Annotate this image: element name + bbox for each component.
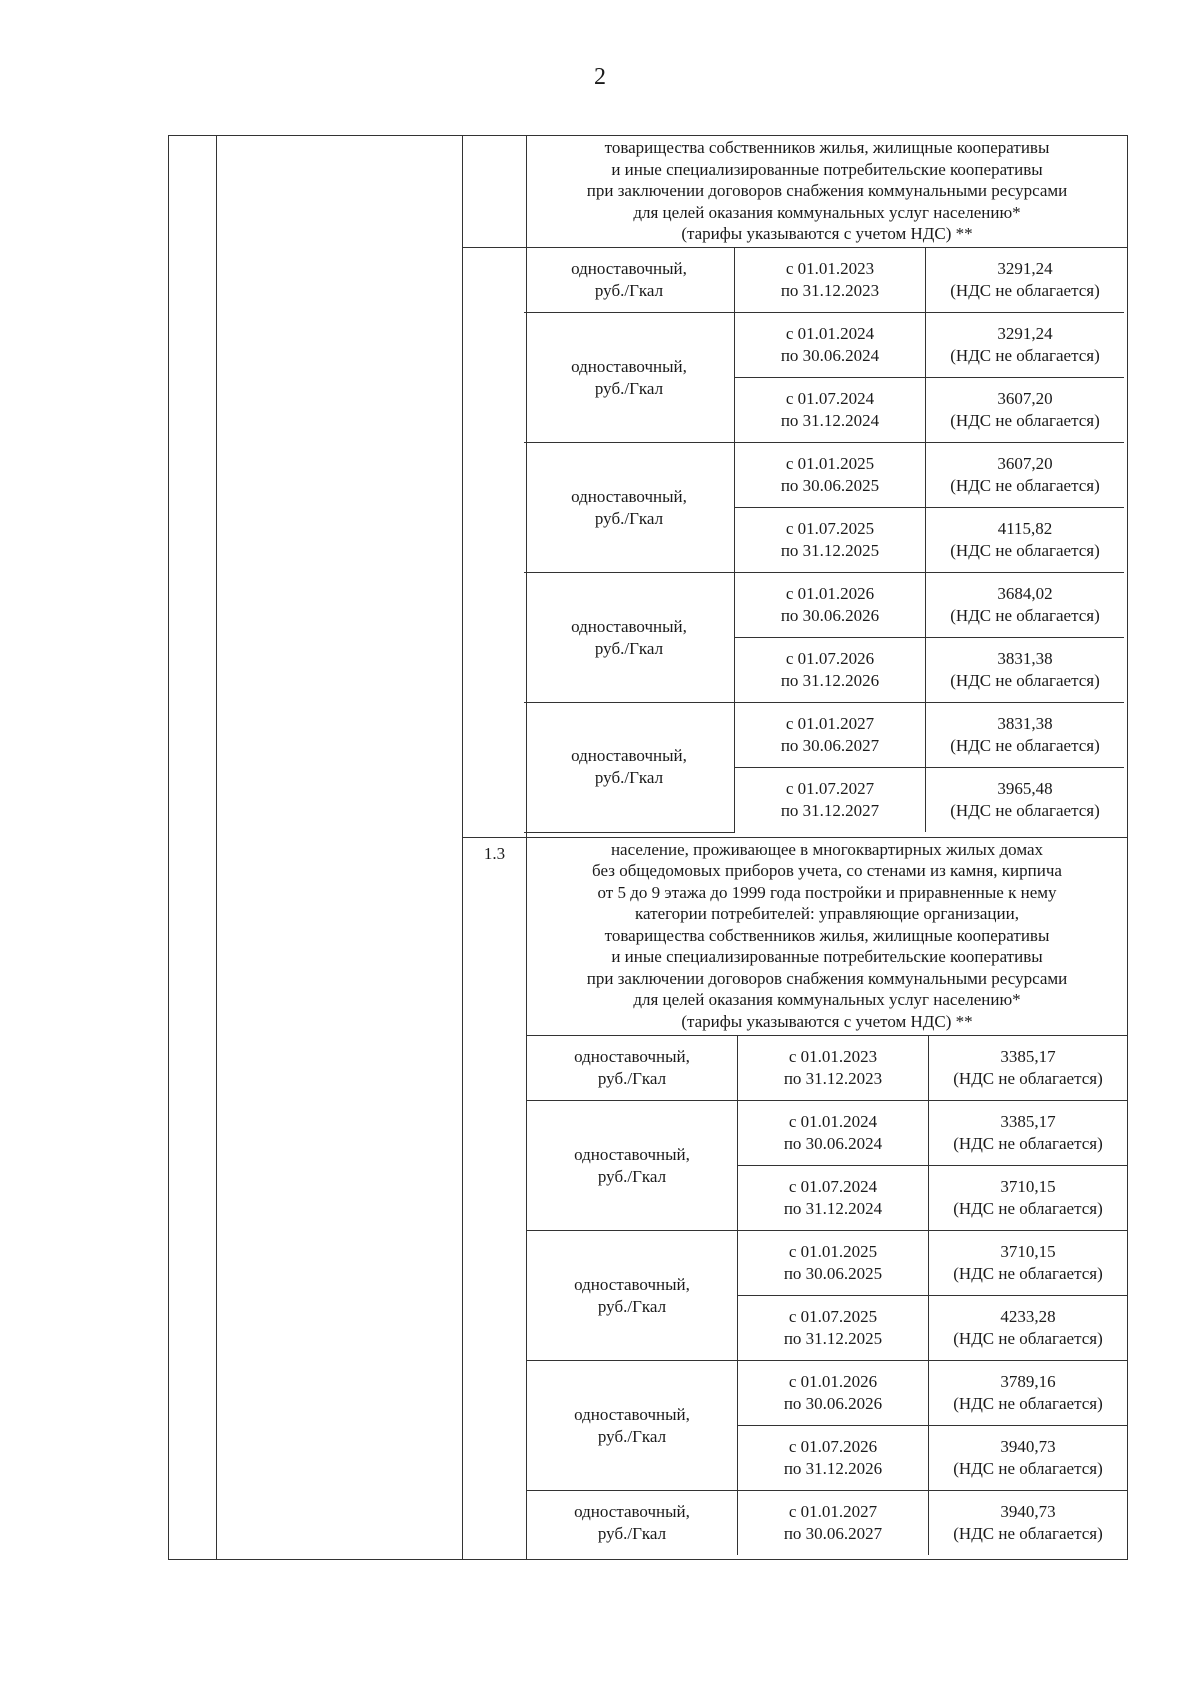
vat-note: (НДС не облагается) xyxy=(953,1394,1103,1414)
period-cell xyxy=(735,638,926,703)
tariff-type: одноставочный, xyxy=(574,1274,690,1294)
period-cell xyxy=(735,508,926,573)
period-to: по 30.06.2024 xyxy=(783,1134,883,1154)
tariff-periods-table xyxy=(527,1036,1127,1555)
period-cell xyxy=(735,378,926,443)
period-cell xyxy=(738,1426,929,1491)
tariff-value-cell xyxy=(929,1101,1128,1166)
tariff-value-cell xyxy=(929,1491,1128,1556)
description-line: и иные специализированные потребительские кооперативы xyxy=(611,159,1043,179)
period-to: по 31.12.2023 xyxy=(783,1069,883,1089)
tariff-type: руб./Гкал xyxy=(594,378,664,398)
description-line: население, проживающее в многоквартирных жилых домах xyxy=(610,839,1044,859)
tariff-period-row xyxy=(527,1491,1127,1556)
period-cell xyxy=(738,1296,929,1361)
vat-note: (НДС не облагается) xyxy=(950,281,1100,301)
tariff-value-cell xyxy=(926,703,1125,768)
description-line: и иные специализированные потребительские кооперативы xyxy=(611,947,1043,967)
description-line: без общедомовых приборов учета, со стенами из камня, кирпича xyxy=(592,861,1062,881)
tariff-value: 3385,17 xyxy=(1000,1047,1056,1067)
period-to: по 30.06.2025 xyxy=(783,1264,883,1284)
description-line: (тарифы указываются с учетом НДС) ** xyxy=(681,1011,973,1031)
vat-note: (НДС не облагается) xyxy=(950,346,1100,366)
tariff-value: 3291,24 xyxy=(997,324,1053,344)
tariff-type: одноставочный, xyxy=(571,486,687,506)
vat-note: (НДС не облагается) xyxy=(950,671,1100,691)
tariff-type: одноставочный, xyxy=(571,356,687,376)
description-line: товарищества собственников жилья, жилищные кооперативы xyxy=(604,925,1050,945)
tariff-value-cell xyxy=(926,378,1125,443)
tariff-value-cell xyxy=(926,768,1125,833)
tariff-value-cell xyxy=(929,1426,1128,1491)
period-cell xyxy=(735,443,926,508)
section-number: 1.3 xyxy=(463,837,527,1559)
vat-note: (НДС не облагается) xyxy=(950,541,1100,561)
tariff-type: руб./Гкал xyxy=(594,281,664,301)
tariff-type-cell xyxy=(524,248,735,313)
section-description xyxy=(527,837,1128,1036)
tariff-type: руб./Гкал xyxy=(597,1296,667,1316)
tariff-value-cell xyxy=(926,508,1125,573)
tariff-value: 3965,48 xyxy=(997,779,1053,799)
tariff-value: 3291,24 xyxy=(997,259,1053,279)
tariff-type: руб./Гкал xyxy=(597,1426,667,1446)
period-to: по 30.06.2026 xyxy=(783,1394,883,1414)
vat-note: (НДС не облагается) xyxy=(953,1199,1103,1219)
tariff-value: 4115,82 xyxy=(997,519,1053,539)
tariff-value: 3789,16 xyxy=(1000,1372,1056,1392)
period-from: с 01.01.2025 xyxy=(785,454,875,474)
tariff-value: 3710,15 xyxy=(1000,1242,1056,1262)
period-from: с 01.01.2026 xyxy=(785,584,875,604)
period-from: с 01.01.2027 xyxy=(788,1502,878,1522)
description-line: (тарифы указываются с учетом НДС) ** xyxy=(681,224,973,243)
tariff-table xyxy=(168,135,1128,1560)
description-line: для целей оказания коммунальных услуг населению* xyxy=(633,202,1021,222)
period-cell xyxy=(735,573,926,638)
description-line: товарищества собственников жилья, жилищные кооперативы xyxy=(604,138,1050,157)
tariff-type-cell xyxy=(527,1361,738,1491)
description-line: для целей оказания коммунальных услуг населению* xyxy=(633,990,1021,1010)
tariff-value-cell xyxy=(926,313,1125,378)
tariff-type-cell xyxy=(524,313,735,443)
period-to: по 31.12.2025 xyxy=(783,1329,883,1349)
period-from: с 01.01.2027 xyxy=(785,714,875,734)
tariff-value: 3385,17 xyxy=(1000,1112,1056,1132)
vat-note: (НДС не облагается) xyxy=(953,1524,1103,1544)
tariff-value-cell xyxy=(929,1361,1128,1426)
tariff-value-cell xyxy=(926,248,1125,313)
section-number xyxy=(463,136,527,248)
tariff-periods-table xyxy=(524,248,1124,833)
period-to: по 31.12.2025 xyxy=(780,541,880,561)
period-cell xyxy=(735,703,926,768)
period-cell xyxy=(738,1491,929,1556)
tariff-type: одноставочный, xyxy=(574,1144,690,1164)
tariff-period-row xyxy=(524,573,1124,638)
tariff-type: руб./Гкал xyxy=(594,508,664,528)
tariff-type: одноставочный, xyxy=(574,1404,690,1424)
tariff-value: 3684,02 xyxy=(997,584,1053,604)
period-to: по 31.12.2027 xyxy=(780,801,880,821)
tariff-value: 3831,38 xyxy=(997,714,1053,734)
vat-note: (НДС не облагается) xyxy=(950,411,1100,431)
tariff-type: одноставочный, xyxy=(571,259,687,279)
tariff-value: 4233,28 xyxy=(1000,1307,1056,1327)
tariff-period-row xyxy=(524,703,1124,768)
period-to: по 30.06.2024 xyxy=(780,346,880,366)
tariff-value-cell xyxy=(929,1231,1128,1296)
tariff-type: одноставочный, xyxy=(574,1047,690,1067)
period-to: по 30.06.2027 xyxy=(783,1524,883,1544)
period-from: с 01.01.2023 xyxy=(788,1047,878,1067)
period-to: по 30.06.2025 xyxy=(780,476,880,496)
period-from: с 01.07.2025 xyxy=(785,519,875,539)
period-to: по 31.12.2026 xyxy=(780,671,880,691)
vat-note: (НДС не облагается) xyxy=(950,606,1100,626)
description-line: при заключении договоров снабжения коммунальными ресурсами xyxy=(586,181,1068,200)
column-1-cell xyxy=(169,136,217,1560)
period-cell xyxy=(738,1036,929,1101)
tariff-type-cell xyxy=(527,1231,738,1361)
period-from: с 01.01.2024 xyxy=(785,324,875,344)
vat-note: (НДС не облагается) xyxy=(953,1459,1103,1479)
period-from: с 01.07.2024 xyxy=(785,389,875,409)
tariff-period-row xyxy=(527,1036,1127,1101)
period-from: с 01.07.2026 xyxy=(788,1437,878,1457)
tariff-value: 3940,73 xyxy=(1000,1502,1056,1522)
tariff-type-cell xyxy=(527,1491,738,1556)
description-line: от 5 до 9 этажа до 1999 года постройки и приравненные к нему xyxy=(597,882,1057,902)
tariff-type: руб./Гкал xyxy=(594,768,664,788)
tariff-period-row xyxy=(524,443,1124,508)
tariff-value: 3831,38 xyxy=(997,649,1053,669)
tariff-type-cell xyxy=(524,443,735,573)
vat-note: (НДС не облагается) xyxy=(953,1264,1103,1284)
period-cell xyxy=(735,768,926,833)
vat-note: (НДС не облагается) xyxy=(953,1329,1103,1349)
description-line: при заключении договоров снабжения коммунальными ресурсами xyxy=(586,968,1068,988)
tariff-type-cell xyxy=(527,1036,738,1101)
tariff-period-row xyxy=(527,1231,1127,1296)
period-to: по 30.06.2027 xyxy=(780,736,880,756)
period-from: с 01.07.2027 xyxy=(785,779,875,799)
tariff-type: руб./Гкал xyxy=(594,638,664,658)
period-cell xyxy=(735,248,926,313)
tariff-periods-cell xyxy=(527,248,1128,837)
vat-note: (НДС не облагается) xyxy=(950,801,1100,821)
tariff-type-cell xyxy=(524,703,735,833)
tariff-value-cell xyxy=(929,1296,1128,1361)
period-from: с 01.01.2024 xyxy=(788,1112,878,1132)
tariff-type: руб./Гкал xyxy=(597,1166,667,1186)
period-cell xyxy=(738,1166,929,1231)
period-from: с 01.07.2024 xyxy=(788,1177,878,1197)
tariff-value-cell xyxy=(926,638,1125,703)
period-from: с 01.01.2025 xyxy=(788,1242,878,1262)
tariff-value: 3607,20 xyxy=(997,389,1053,409)
period-from: с 01.07.2025 xyxy=(788,1307,878,1327)
tariff-value-cell xyxy=(929,1036,1128,1101)
description-line: категории потребителей: управляющие организации, xyxy=(635,904,1019,924)
section-description xyxy=(527,136,1128,248)
tariff-type: руб./Гкал xyxy=(597,1524,667,1544)
tariff-type-cell xyxy=(527,1101,738,1231)
tariff-value-cell xyxy=(926,443,1125,508)
vat-note: (НДС не облагается) xyxy=(950,476,1100,496)
period-cell xyxy=(735,313,926,378)
tariff-value-cell xyxy=(929,1166,1128,1231)
page-number: 2 xyxy=(594,64,606,90)
tariff-table-row xyxy=(169,136,1128,248)
tariff-value-cell xyxy=(926,573,1125,638)
period-to: по 31.12.2024 xyxy=(780,411,880,431)
period-cell xyxy=(738,1361,929,1426)
vat-note: (НДС не облагается) xyxy=(953,1134,1103,1154)
vat-note: (НДС не облагается) xyxy=(950,736,1100,756)
period-from: с 01.07.2026 xyxy=(785,649,875,669)
period-from: с 01.01.2023 xyxy=(785,259,875,279)
period-to: по 31.12.2023 xyxy=(780,281,880,301)
tariff-period-row xyxy=(524,248,1124,313)
tariff-value: 3607,20 xyxy=(997,454,1053,474)
tariff-type-cell xyxy=(524,573,735,703)
tariff-type: одноставочный, xyxy=(574,1502,690,1522)
tariff-periods-cell xyxy=(527,1036,1128,1560)
tariff-type: одноставочный, xyxy=(571,616,687,636)
tariff-period-row xyxy=(524,313,1124,378)
period-to: по 31.12.2026 xyxy=(783,1459,883,1479)
tariff-period-row xyxy=(527,1101,1127,1166)
column-2-cell xyxy=(217,136,463,1560)
vat-note: (НДС не облагается) xyxy=(953,1069,1103,1089)
period-cell xyxy=(738,1231,929,1296)
section-number-empty xyxy=(463,248,527,837)
period-from: с 01.01.2026 xyxy=(788,1372,878,1392)
tariff-type: одноставочный, xyxy=(571,746,687,766)
tariff-period-row xyxy=(527,1361,1127,1426)
period-cell xyxy=(738,1101,929,1166)
tariff-type: руб./Гкал xyxy=(597,1069,667,1089)
period-to: по 30.06.2026 xyxy=(780,606,880,626)
tariff-value: 3710,15 xyxy=(1000,1177,1056,1197)
period-to: по 31.12.2024 xyxy=(783,1199,883,1219)
tariff-value: 3940,73 xyxy=(1000,1437,1056,1457)
